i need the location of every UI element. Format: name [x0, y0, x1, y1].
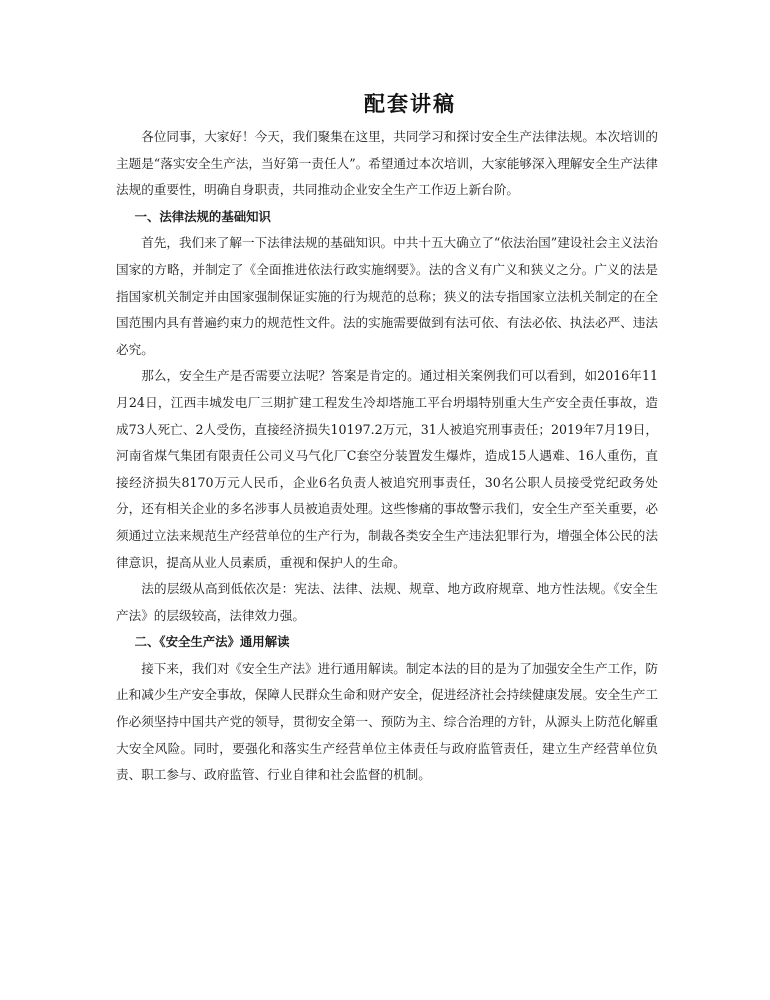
cases-paragraph: 那么，安全生产是否需要立法呢？答案是肯定的。通过相关案例我们可以看到，如2016年11月24日，江西丰城发电厂三期扩建工程发生冷却塔施工平台坍塌特别重大生产安全责任事故，造成73人死亡、2人受伤，直接经济损失10197.2万元，31人被追究刑事责任；2019年7月19日，河南省煤气集团有限责任公司义马气化厂C套空分装置发生爆炸，造成15人遇难、16人重伤，直接经济损失8170万元人民币，企业6名负责人被追究刑事责任，30名公职人员接受党纪政务处分，还有相关企业的多名涉事人员被追责处理。这些惨痛的事故警示我们，安全生产至关重要，必须通过立法来规范生产经营单位的生产行为，制裁各类安全生产违法犯罪行为，增强全体公民的法律意识，提高从业人员素质，重视和保护人的生命。 — [116, 368, 658, 570]
law-interpretation-paragraph: 接下来，我们对《安全生产法》进行通用解读。制定本法的目的是为了加强安全生产工作，防止和减少生产安全事故，保障人民群众生命和财产安全，促进经济社会持续健康发展。安全生产工作必须坚持中国共产党的领导，贯彻安全第一、预防为主、综合治理的方针，从源头上防范化解重大安全风险。同时，要强化和落实生产经营单位主体责任与政府监管责任，建立生产经营单位负责、职工参与、政府监管、行业自律和社会监督的机制。 — [116, 660, 658, 783]
section-heading-1: 一、法律法规的基础知识 — [134, 208, 271, 224]
page-title: 配套讲稿 — [364, 92, 456, 116]
intro-paragraph: 各位同事，大家好！今天，我们聚集在这里，共同学习和探讨安全生产法律法规。本次培训的主题是“落实安全生产法，当好第一责任人”。希望通过本次培训，大家能够深入理解安全生产法律法规的重要性，明确自身职责，共同推动企业安全生产工作迈上新台阶。 — [116, 129, 658, 198]
section-heading-2: 二、《安全生产法》通用解读 — [134, 634, 290, 650]
hierarchy-paragraph: 法的层级从高到低依次是：宪法、法律、法规、规章、地方政府规章、地方性法规。《安全生产法》的层级较高，法律效力强。 — [116, 581, 658, 623]
document-body — [116, 124, 658, 789]
basics-paragraph: 首先，我们来了解一下法律法规的基础知识。中共十五大确立了“依法治国”建设社会主义法治国家的方略，并制定了《全面推进依法行政实施纲要》。法的含义有广义和狭义之分。广义的法是指国家机关制定并由国家强制保证实施的行为规范的总称；狭义的法专指国家立法机关制定的在全国范围内具有普遍约束力的规范性文件。法的实施需要做到有法可依、有法必依、执法必严、违法必究。 — [116, 235, 658, 357]
